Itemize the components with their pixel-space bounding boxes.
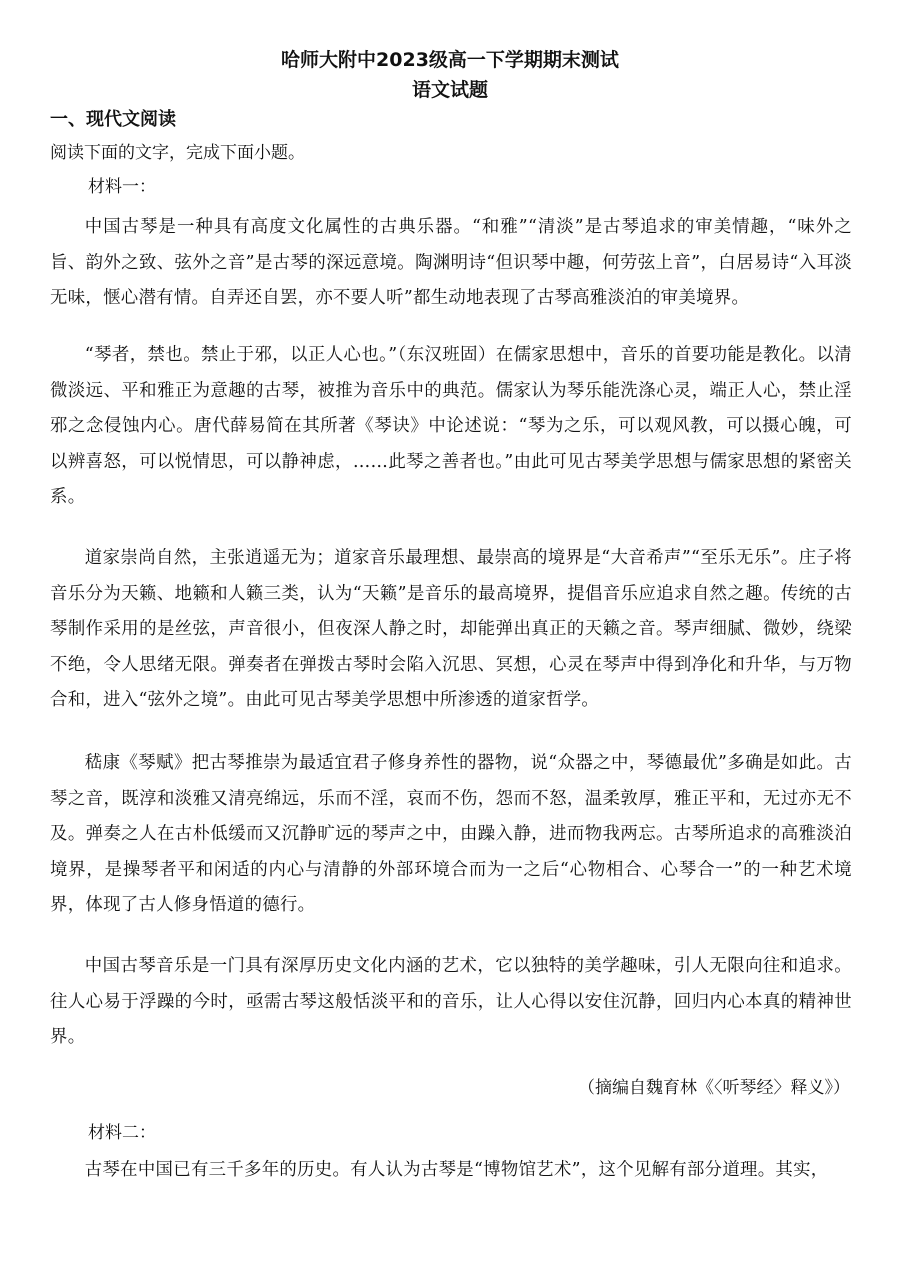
- instruction-text: 阅读下面的文字，完成下面小题。: [50, 143, 305, 163]
- material-one-paragraph-2: “琴者，禁也。禁止于邪，以正人心也。”（东汉班固）在儒家思想中，音乐的首要功能是教化。以清微淡远、平和雅正为意趣的古琴，被推为音乐中的典范。儒家认为琴乐能洗涤心灵，端正人心，禁止淫邪之念侵蚀内心。唐代薛易简在其所著《琴诀》中论述说：“琴为之乐，可以观风教，可以摄心魄，可以辨喜怒，可以悦情思，可以静神虑，……此琴之善者也。”由此可见古琴美学思想与儒家思想的紧密关系。: [50, 345, 852, 508]
- material-one-paragraph-3: 道家崇尚自然，主张逍遥无为；道家音乐最理想、最崇高的境界是“大音希声”“至乐无乐”。庄子将音乐分为天籁、地籁和人籁三类，认为“天籁”是音乐的最高境界，提倡音乐应追求自然之趣。传统的古琴制作采用的是丝弦，声音很小，但夜深人静之时，却能弹出真正的天籁之音。琴声细腻、微妙，绕梁不绝，令人思绪无限。弹奏者在弹拨古琴时会陷入沉思、冥想，心灵在琴声中得到净化和升华，与万物合和，进入“弦外之境”。由此可见古琴美学思想中所渗透的道家哲学。: [50, 548, 852, 711]
- exam-title: 哈师大附中2023级高一下学期期末测试: [281, 49, 619, 71]
- material-one-paragraph-5: 中国古琴音乐是一门具有深厚历史文化内涵的艺术，它以独特的美学趣味，引人无限向往和追求。往人心易于浮躁的今时，亟需古琴这般恬淡平和的音乐，让人心得以安住沉静，回归内心本真的精神世界。: [50, 956, 852, 1048]
- section-heading: 一、现代文阅读: [50, 109, 176, 130]
- material-two-label: 材料二：: [88, 1123, 156, 1143]
- material-one-label: 材料一：: [88, 177, 156, 197]
- material-one-paragraph-1: 中国古琴是一种具有高度文化属性的古典乐器。“和雅”“清淡”是古琴追求的审美情趣，“味外之旨、韵外之致、弦外之音”是古琴的深远意境。陶渊明诗“但识琴中趣，何劳弦上音”，白居易诗“入耳淡无味，惬心潜有情。自弄还自罢，亦不要人听”都生动地表现了古琴高雅淡泊的审美境界。: [50, 217, 852, 309]
- exam-subtitle: 语文试题: [411, 79, 488, 101]
- material-one-source: （摘编自魏育林《〈听琴经〉释义》）: [578, 1078, 850, 1098]
- material-two-paragraph-1: 古琴在中国已有三千多年的历史。有人认为古琴是“博物馆艺术”，这个见解有部分道理。其实，: [84, 1160, 829, 1180]
- material-one-paragraph-4: 嵇康《琴赋》把古琴推崇为最适宜君子修身养性的器物，说“众器之中，琴德最优”多确是如此。古琴之音，既淳和淡雅又清亮绵远，乐而不淫，哀而不伤，怨而不怒，温柔敦厚，雅正平和，无过亦无不及。弹奏之人在古朴低缓而又沉静旷远的琴声之中，由躁入静，进而物我两忘。古琴所追求的高雅淡泊境界，是操琴者平和闲适的内心与清静的外部环境合而为一之后“心物相合、心琴合一”的一种艺术境界，体现了古人修身悟道的德行。: [50, 753, 852, 916]
